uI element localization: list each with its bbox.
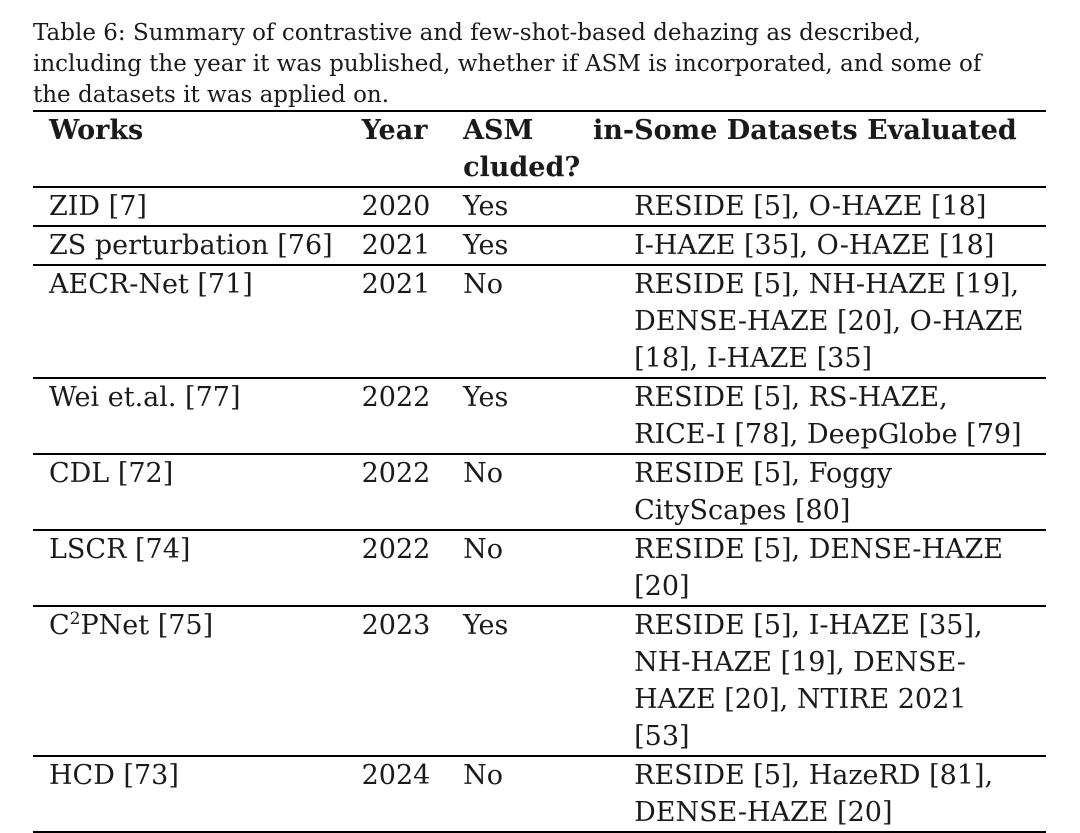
cell-asm: Yes [463,230,509,261]
table-header-row [33,111,1046,187]
cell-asm: No [463,269,503,300]
cell-datasets: RESIDE [5], Foggy CityScapes [80] [634,458,893,526]
cell-work: AECR-Net [71] [49,269,253,300]
cell-work: LSCR [74] [49,534,191,565]
header-works: Works [49,115,144,146]
table-row [33,226,1046,265]
cell-datasets: RESIDE [5], I-HAZE [35], NH-HAZE [19], DENSE-HAZE [20], NTIRE 2021 [53] [634,610,983,752]
table-row [33,756,1046,832]
cell-year: 2021 [361,230,431,261]
table-row [33,530,1046,606]
work-prefix: C [49,610,70,641]
header-asm-word: ASM [463,115,534,146]
table-row [33,265,1046,378]
cell-work: ZS perturbation [76] [49,230,333,261]
table-row [33,606,1046,756]
cell-datasets: RESIDE [5], HazeRD [81], DENSE-HAZE [20] [634,760,994,828]
cell-year: 2022 [361,382,431,413]
cell-asm: No [463,534,503,565]
cell-datasets: RESIDE [5], NH-HAZE [19], DENSE-HAZE [20], O-HAZE [18], I-HAZE [35] [634,269,1024,374]
cell-year: 2024 [361,760,431,791]
cell-work: ZID [7] [49,191,147,222]
cell-work: HCD [73] [49,760,179,791]
work-superscript: 2 [69,609,81,629]
cell-datasets: I-HAZE [35], O-HAZE [18] [634,230,995,261]
header-asm-hyphen: in- [593,115,635,146]
header-year: Year [361,115,428,146]
table-row [33,454,1046,530]
table-row [33,378,1046,454]
cell-year: 2022 [361,534,431,565]
work-suffix: PNet [75] [80,610,214,641]
cell-year: 2022 [361,458,431,489]
header-asm-line2: cluded? [463,152,581,183]
cell-year: 2020 [361,191,431,222]
cell-work: Wei et.al. [77] [49,382,241,413]
table-caption: Table 6: Summary of contrastive and few-shot-based dehazing as described, including the year it was published, whether if ASM is incorporated, and some of the datasets it was applied on. [33,20,982,108]
cell-asm: No [463,458,503,489]
summary-table [33,110,1046,833]
cell-year: 2021 [361,269,431,300]
cell-asm: Yes [463,610,509,641]
cell-datasets: RESIDE [5], O-HAZE [18] [634,191,987,222]
header-datasets: Some Datasets Evaluated [634,115,1017,146]
cell-datasets: RESIDE [5], RS-HAZE, RICE-I [78], DeepGlobe [79] [634,382,1022,450]
cell-asm: Yes [463,191,509,222]
header-asm [463,111,634,187]
cell-work [33,606,362,756]
header-asm-line1 [463,112,634,149]
cell-work: CDL [72] [49,458,174,489]
table-row [33,187,1046,226]
cell-year: 2023 [361,610,431,641]
cell-asm: No [463,760,503,791]
cell-asm: Yes [463,382,509,413]
cell-datasets: RESIDE [5], DENSE-HAZE [20] [634,534,1004,602]
